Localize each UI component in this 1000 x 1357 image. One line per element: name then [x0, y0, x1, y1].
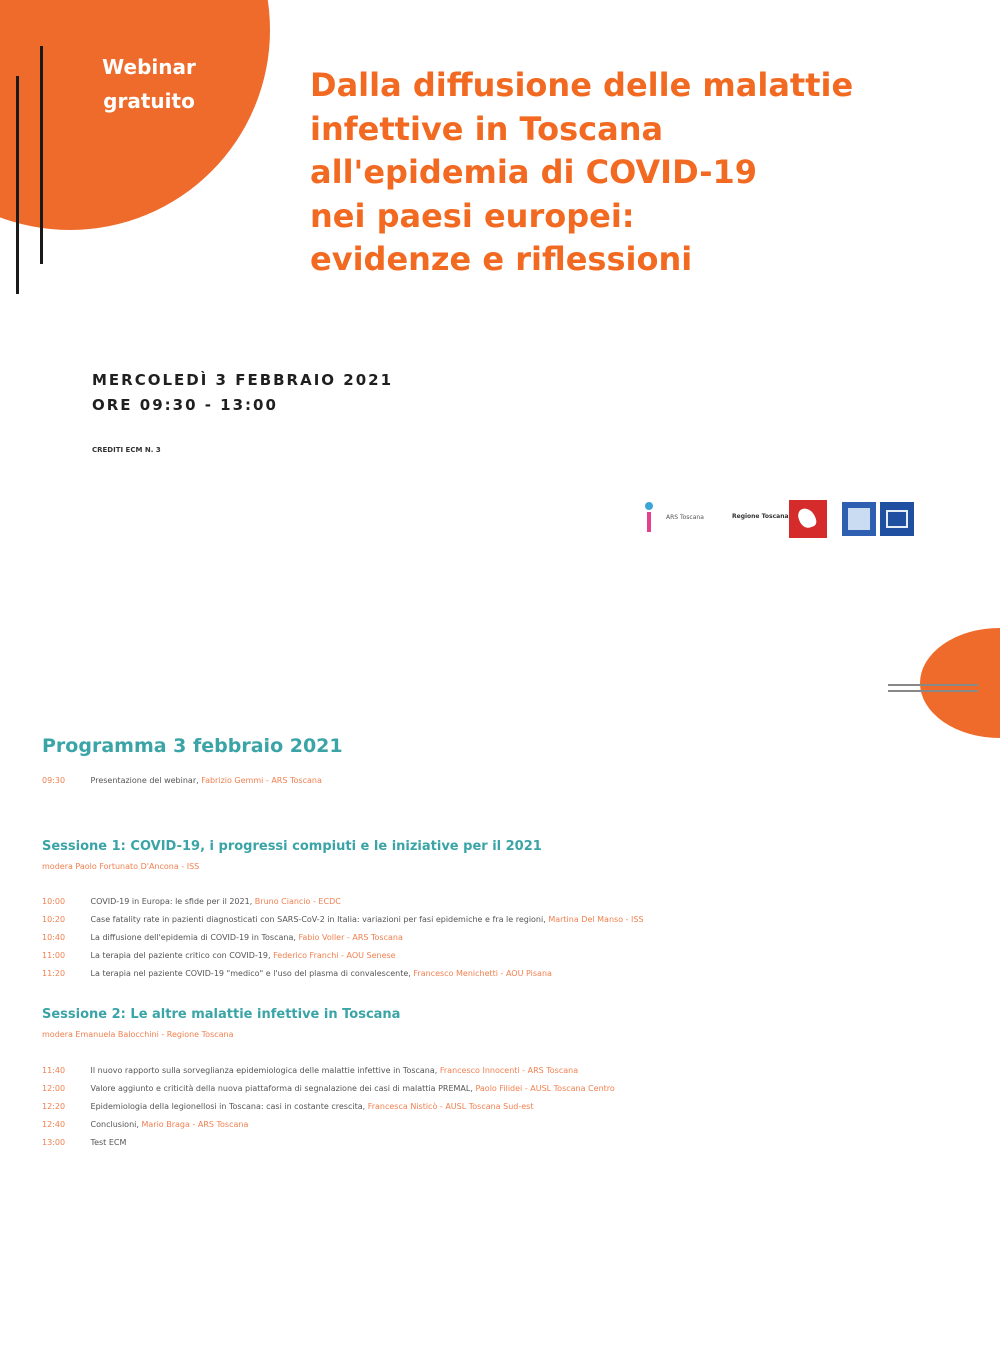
item-speaker: Martina Del Manso - ISS — [548, 915, 644, 924]
item-time: 12:20 — [42, 1102, 66, 1111]
badge-line: Webinar — [102, 55, 196, 79]
program-item — [42, 776, 322, 785]
item-time: 13:00 — [42, 1138, 66, 1147]
item-text: Valore aggiunto e criticità della nuova piattaforma di segnalazione dei casi di malattia PREMAL, — [90, 1084, 473, 1093]
title-line: all'epidemia di COVID-19 — [310, 153, 758, 191]
program-item — [42, 1120, 248, 1129]
program-item — [42, 1138, 126, 1147]
item-text: Conclusioni, — [90, 1120, 139, 1129]
ars-logo-text: ARS Toscana — [666, 514, 704, 521]
item-text: La diffusione dell'epidemia di COVID-19 in Toscana, — [90, 933, 296, 942]
item-speaker: Fabrizio Gemmi - ARS Toscana — [201, 776, 322, 785]
event-date: MERCOLEDÌ 3 FEBBRAIO 2021 — [92, 371, 394, 389]
program-item — [42, 1102, 533, 1111]
program-title: Programma 3 febbraio 2021 — [42, 735, 343, 757]
event-datetime — [92, 368, 393, 418]
program-item — [42, 1066, 578, 1075]
item-time: 11:20 — [42, 969, 66, 978]
program-item — [42, 933, 403, 942]
item-time: 10:20 — [42, 915, 66, 924]
program-item — [42, 1084, 615, 1093]
program-item — [42, 915, 644, 924]
partner-logos — [636, 496, 926, 541]
item-speaker: Bruno Ciancio - ECDC — [254, 897, 341, 906]
item-time: 12:40 — [42, 1120, 66, 1129]
item-time: 10:00 — [42, 897, 66, 906]
session-title: Sessione 1: COVID-19, i progressi compiuti e le iniziative per il 2021 — [42, 839, 542, 854]
item-speaker: Francesco Menichetti - AOU Pisana — [413, 969, 552, 978]
orange-circle-bottom — [920, 628, 1000, 738]
item-text: Presentazione del webinar, — [90, 776, 199, 785]
program-item — [42, 969, 552, 978]
title-line: Dalla diffusione delle malattie — [310, 66, 854, 104]
item-text: Epidemiologia della legionellosi in Toscana: casi in costante crescita, — [90, 1102, 366, 1111]
item-text: COVID-19 in Europa: le sfide per il 2021, — [90, 897, 253, 906]
item-speaker: Federico Franchi - AOU Senese — [273, 951, 396, 960]
ecm-credits: CREDITI ECM N. 3 — [92, 446, 161, 454]
regione-logo-text: Regione Toscana — [732, 513, 789, 520]
session-moderator: modera Emanuela Balocchini - Regione Toscana — [42, 1030, 234, 1039]
item-speaker: Paolo Filidei - AUSL Toscana Centro — [475, 1084, 615, 1093]
partner-logo-icon — [880, 502, 914, 536]
decorative-gray-lines — [888, 684, 978, 696]
decorative-line — [40, 46, 43, 264]
decorative-line — [16, 76, 19, 294]
item-speaker: Mario Braga - ARS Toscana — [141, 1120, 249, 1129]
item-speaker: Francesco Innocenti - ARS Toscana — [439, 1066, 579, 1075]
webinar-badge — [84, 50, 214, 118]
program-item — [42, 897, 341, 906]
item-text: Case fatality rate in pazienti diagnosticati con SARS-CoV-2 in Italia: variazioni per fasi epidemiche e fra le regioni, — [90, 915, 546, 924]
item-time: 12:00 — [42, 1084, 66, 1093]
session-moderator: modera Paolo Fortunato D'Ancona - ISS — [42, 862, 200, 871]
item-text: Test ECM — [90, 1138, 127, 1147]
badge-line: gratuito — [103, 89, 195, 113]
item-time: 10:40 — [42, 933, 66, 942]
session-title: Sessione 2: Le altre malattie infettive in Toscana — [42, 1007, 401, 1022]
item-text: La terapia del paziente critico con COVID-19, — [90, 951, 271, 960]
item-speaker: Fabio Voller - ARS Toscana — [298, 933, 403, 942]
event-title — [310, 64, 970, 282]
ars-person-icon — [640, 502, 658, 534]
item-text: Il nuovo rapporto sulla sorveglianza epidemiologica delle malattie infettive in Toscana, — [90, 1066, 438, 1075]
item-time: 11:40 — [42, 1066, 66, 1075]
title-line: evidenze e riflessioni — [310, 240, 693, 278]
pegaso-logo-icon — [789, 500, 827, 538]
title-line: infettive in Toscana — [310, 109, 664, 148]
title-line: nei paesi europei: — [310, 196, 635, 235]
ars-logo — [636, 502, 720, 534]
partner-logo-icon — [842, 502, 876, 536]
event-time: ORE 09:30 - 13:00 — [92, 396, 278, 414]
item-time: 09:30 — [42, 776, 66, 785]
program-item — [42, 951, 396, 960]
item-text: La terapia nel paziente COVID-19 "medico" e l'uso del plasma di convalescente, — [90, 969, 411, 978]
item-time: 11:00 — [42, 951, 66, 960]
item-speaker: Francesca Nisticò - AUSL Toscana Sud-est — [367, 1102, 534, 1111]
